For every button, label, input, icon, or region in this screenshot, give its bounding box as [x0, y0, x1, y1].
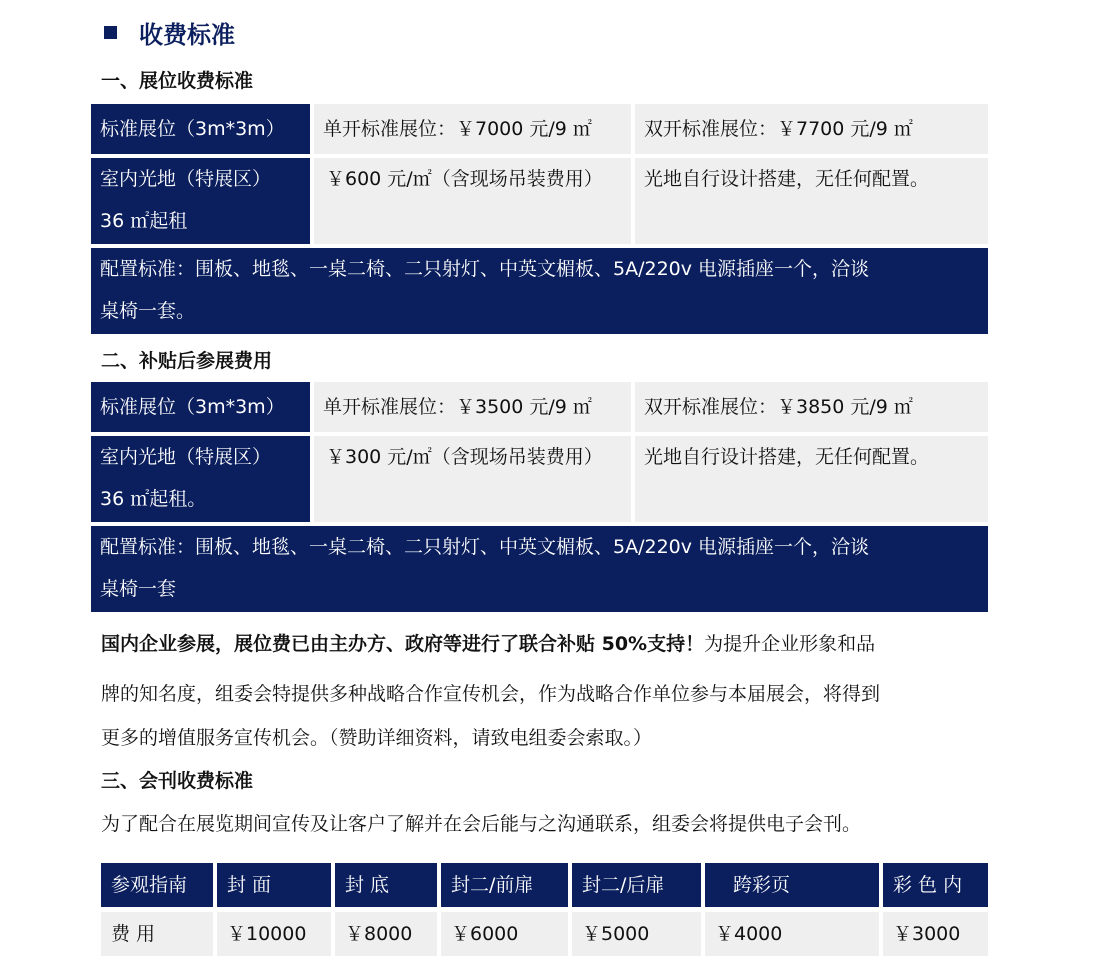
catalog-header-color-inner: 彩 色 内	[883, 863, 988, 907]
section2-heading: 二、补贴后参展费用	[101, 350, 273, 372]
s1-raw-space-label-line2: 36 ㎡起租	[100, 210, 188, 232]
catalog-fee-color-inner: ￥3000	[883, 912, 988, 956]
s2-config-line1: 配置标准：围板、地毯、一桌二椅、二只射灯、中英文楣板、5A/220v 电源插座一个，洽谈	[100, 536, 870, 558]
s1-raw-space-note: 光地自行设计搭建，无任何配置。	[635, 158, 988, 244]
s2-raw-space-label-line2: 36 ㎡起租。	[100, 488, 207, 510]
s1-raw-space-label-line1: 室内光地（特展区）	[100, 168, 272, 190]
catalog-header-guide: 参观指南	[101, 863, 213, 907]
catalog-header-back-cover: 封 底	[335, 863, 437, 907]
s2-raw-space-price: ￥300 元/㎡（含现场吊装费用）	[314, 436, 631, 522]
s2-raw-space-label-line1: 室内光地（特展区）	[100, 446, 272, 468]
s1-config-band	[91, 248, 988, 334]
catalog-fee-cover: ￥10000	[217, 912, 331, 956]
subsidy-paragraph-line2: 牌的知名度，组委会特提供多种战略合作宣传机会，作为战略合作单位参与本届展会，将得到	[101, 683, 881, 705]
subsidy-bold-text: 国内企业参展，展位费已由主办方、政府等进行了联合补贴 50%支持！	[101, 633, 705, 655]
s2-raw-space-note: 光地自行设计搭建，无任何配置。	[635, 436, 988, 522]
subsidy-paragraph-line1	[101, 628, 875, 660]
s1-standard-booth-label: 标准展位（3m*3m）	[91, 104, 310, 154]
s1-double-booth-price: 双开标准展位：￥7700 元/9 ㎡	[635, 104, 988, 154]
s2-single-booth-price: 单开标准展位：￥3500 元/9 ㎡	[314, 382, 631, 432]
catalog-fee-back-inside: ￥5000	[572, 912, 701, 956]
catalog-fee-label: 费 用	[101, 912, 213, 956]
section1-heading: 一、展位收费标准	[101, 70, 254, 92]
page-title: 收费标准	[139, 20, 235, 49]
s1-raw-space-price: ￥600 元/㎡（含现场吊装费用）	[314, 158, 631, 244]
catalog-fee-back-cover: ￥8000	[335, 912, 437, 956]
catalog-header-cover: 封 面	[217, 863, 331, 907]
section3-heading: 三、会刊收费标准	[101, 770, 254, 792]
subsidy-text-rest: 为提升企业形象和品	[704, 633, 876, 655]
s2-double-booth-price: 双开标准展位：￥3850 元/9 ㎡	[635, 382, 988, 432]
subsidy-paragraph-line3: 更多的增值服务宣传机会。（赞助详细资料，请致电组委会索取。）	[101, 727, 653, 749]
s1-config-line1: 配置标准：围板、地毯、一桌二椅、二只射灯、中英文楣板、5A/220v 电源插座一个，洽谈	[100, 258, 870, 280]
catalog-header-front-inside: 封二/前扉	[441, 863, 568, 907]
s1-config-line2: 桌椅一套。	[100, 300, 196, 322]
page-title-row	[104, 14, 235, 50]
catalog-fee-spread: ￥4000	[705, 912, 879, 956]
s2-raw-space-label	[91, 436, 310, 522]
s2-standard-booth-label: 标准展位（3m*3m）	[91, 382, 310, 432]
s1-single-booth-price: 单开标准展位：￥7000 元/9 ㎡	[314, 104, 631, 154]
catalog-intro: 为了配合在展览期间宣传及让客户了解并在会后能与之沟通联系，组委会将提供电子会刊。	[101, 813, 862, 835]
s2-config-line2: 桌椅一套	[100, 578, 177, 600]
catalog-fee-front-inside: ￥6000	[441, 912, 568, 956]
s1-raw-space-label	[91, 158, 310, 244]
catalog-header-spread: 跨彩页	[705, 863, 879, 907]
square-bullet-icon	[104, 26, 117, 39]
catalog-header-back-inside: 封二/后扉	[572, 863, 701, 907]
s2-config-band	[91, 526, 988, 612]
